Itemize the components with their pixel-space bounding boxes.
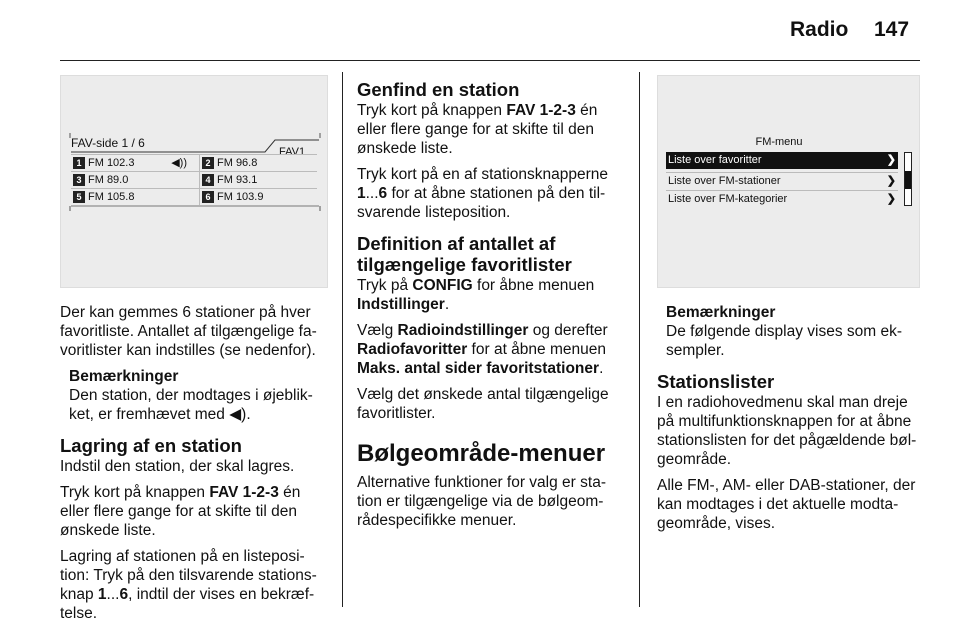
column-divider-left bbox=[342, 72, 343, 607]
speaker-icon: ◀) bbox=[229, 406, 247, 423]
note bbox=[657, 303, 925, 360]
paragraph: Alle FM-, AM- eller DAB-stationer, der kan modtages i det aktuelle modta-geområde, vises. bbox=[657, 477, 916, 532]
column-left bbox=[60, 303, 328, 630]
favorites-tab: FAV1 bbox=[279, 146, 306, 158]
text: Lagring af stationen på en listeposi-tion: Tryk på den tilsvarende stations-knap bbox=[60, 548, 317, 603]
button-name: CONFIG bbox=[412, 277, 473, 294]
menu-item-label: Liste over FM-stationer bbox=[668, 175, 781, 187]
note-text: De følgende display vises som ek-sempler. bbox=[666, 323, 903, 359]
favorites-display-image bbox=[60, 75, 328, 288]
text: én eller flere gange for at skifte til den ønskede liste. bbox=[357, 102, 598, 157]
text: Tryk på bbox=[357, 277, 413, 294]
menu-item-label: Liste over FM-kategorier bbox=[668, 193, 788, 205]
preset-frequency: FM 105.8 bbox=[88, 191, 135, 203]
note-label: Bemærkninger bbox=[69, 368, 179, 385]
paragraph: Der kan gemmes 6 stationer på hver favoritliste. Antallet af tilgængelige fa-voritlister kan indstilles (se nedenfor). bbox=[60, 304, 317, 359]
favorites-row bbox=[71, 154, 317, 171]
menu-name: Radiofavoritter bbox=[357, 341, 468, 358]
note-label: Bemærkninger bbox=[666, 304, 776, 321]
text: . bbox=[599, 360, 604, 377]
paragraph bbox=[357, 321, 621, 378]
preset-number: 5 bbox=[73, 191, 85, 203]
paragraph bbox=[357, 101, 621, 158]
text: . bbox=[444, 296, 450, 313]
heading-define-favorites: Definition af antallet af tilgængelige favoritlister bbox=[357, 233, 572, 275]
preset-number: 2 bbox=[202, 157, 214, 169]
note-text: Den station, der modtages i øjeblik-ket, er fremhævet med bbox=[69, 387, 313, 423]
heading-find-station: Genfind en station bbox=[357, 79, 520, 100]
preset-slot bbox=[73, 155, 193, 171]
button-name: 1 bbox=[97, 586, 107, 603]
text: for åbne menuen bbox=[472, 277, 595, 294]
favorites-page-title: FAV-side 1 / 6 bbox=[71, 136, 145, 150]
preset-number: 3 bbox=[73, 174, 85, 186]
text: for at åbne menuen bbox=[467, 341, 606, 358]
menu-item-fm-stations bbox=[666, 172, 898, 189]
text: én eller flere gange for at skifte til den ønskede liste. bbox=[60, 484, 301, 539]
preset-number: 4 bbox=[202, 174, 214, 186]
paragraph: Indstil den station, der skal lagres. bbox=[60, 458, 295, 475]
menu-item-label: Liste over favoritter bbox=[668, 154, 762, 166]
paragraph bbox=[60, 483, 328, 540]
menu-scrollbar bbox=[904, 152, 912, 206]
fm-menu-display-image bbox=[657, 75, 920, 288]
fm-menu-panel bbox=[664, 132, 914, 214]
text: Tryk kort på knappen bbox=[357, 102, 507, 119]
paragraph: Vælg det ønskede antal tilgængelige favoritlister. bbox=[357, 386, 609, 422]
paragraph bbox=[60, 547, 328, 623]
heading-store-station: Lagring af en station bbox=[60, 435, 242, 456]
text: ... bbox=[106, 586, 120, 603]
note bbox=[60, 367, 328, 424]
preset-slot bbox=[199, 155, 317, 171]
preset-slot bbox=[73, 172, 193, 188]
preset-frequency: FM 103.9 bbox=[217, 191, 264, 203]
chevron-right-icon: ❯ bbox=[886, 193, 896, 205]
paragraph bbox=[357, 276, 621, 314]
note-text-end: . bbox=[246, 406, 251, 423]
paragraph: Alternative funktioner for valg er sta-tion er tilgængelige via de bølgeom-rådespecifikke menuer. bbox=[357, 474, 606, 529]
preset-slot bbox=[199, 189, 317, 205]
favorites-row bbox=[71, 188, 317, 205]
header-rule bbox=[60, 60, 920, 61]
menu-item-fm-categories bbox=[666, 190, 898, 207]
preset-number: 1 bbox=[73, 157, 85, 169]
text: for at åbne stationen på den til-svarende listeposition. bbox=[357, 185, 606, 221]
column-middle bbox=[357, 79, 621, 537]
text: og derefter bbox=[528, 322, 608, 339]
favorites-row bbox=[71, 171, 317, 188]
preset-frequency: FM 102.3 bbox=[88, 157, 135, 169]
scrollbar-thumb bbox=[905, 171, 911, 189]
column-divider-right bbox=[639, 72, 640, 607]
fm-menu-title: FM-menu bbox=[755, 136, 803, 148]
button-name: 6 bbox=[119, 586, 129, 603]
menu-name: Maks. antal sider favoritstationer bbox=[357, 360, 600, 377]
menu-item-favorites bbox=[666, 152, 898, 169]
text: ... bbox=[365, 185, 379, 202]
button-name: 1 bbox=[357, 185, 366, 202]
heading-station-lists: Stationslister bbox=[657, 371, 775, 392]
text: Tryk kort på en af stationsknapperne bbox=[357, 166, 609, 183]
text: Tryk kort på knappen bbox=[60, 484, 210, 501]
section-title: Radio bbox=[790, 18, 849, 41]
chevron-right-icon: ❯ bbox=[886, 175, 896, 187]
menu-name: Radioindstillinger bbox=[397, 322, 529, 339]
menu-name: Indstillinger bbox=[357, 296, 445, 313]
button-name: 6 bbox=[378, 185, 388, 202]
chevron-right-icon: ❯ bbox=[886, 154, 896, 166]
paragraph bbox=[357, 165, 621, 222]
button-name: FAV 1-2-3 bbox=[209, 484, 279, 501]
preset-frequency: FM 96.8 bbox=[217, 157, 258, 169]
button-name: FAV 1-2-3 bbox=[506, 102, 576, 119]
favorites-panel bbox=[69, 132, 321, 212]
preset-frequency: FM 93.1 bbox=[217, 174, 258, 186]
preset-slot bbox=[199, 172, 317, 188]
page-number: 147 bbox=[874, 18, 910, 41]
preset-number: 6 bbox=[202, 191, 214, 203]
text: , indtil der vises en bekræf-telse. bbox=[60, 586, 315, 622]
heading-band-menus: Bølgeområde-menuer bbox=[357, 440, 606, 467]
preset-slot bbox=[73, 189, 193, 205]
preset-frequency: FM 89.0 bbox=[88, 174, 129, 186]
favorites-grid bbox=[71, 154, 317, 205]
paragraph: I en radiohovedmenu skal man dreje på multifunktionsknappen for at åbne stationslisten for det pågældende bøl-geområde. bbox=[657, 394, 917, 468]
text: Vælg bbox=[357, 322, 398, 339]
column-right bbox=[657, 303, 925, 540]
speaker-icon: ◀)) bbox=[171, 157, 187, 169]
